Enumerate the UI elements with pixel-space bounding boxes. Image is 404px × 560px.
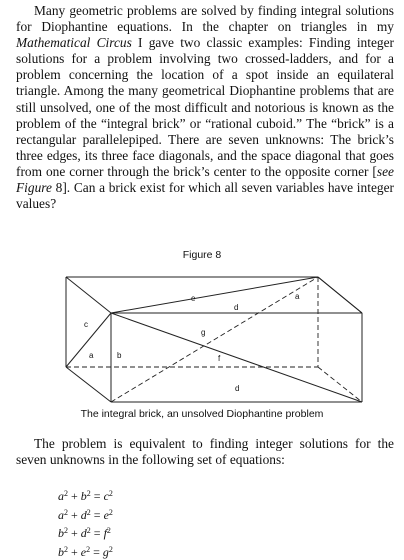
label-e: e (191, 294, 196, 303)
paragraph-intro-part2: I gave two classic examples: Finding integer solutions for a problem involving two crossed-ladders, and for a problem concerning the location of a spot inside an equilateral triangle. Among the many geometrical Diophantine problems that are still unsolved, one of the most difficult and notorious is known as the problem of the “integral brick” or “rational cuboid.” The “brick” is a rectangular parallelepiped. There are seven unknowns: The brick’s three edges, its three face diagonals, and the space diagonal that goes from one corner through the brick’s center to the opposite corner [ (16, 35, 394, 179)
diagonal-a-right (318, 277, 362, 313)
label-f: f (218, 354, 221, 363)
equation: $a^2 + d^2 = e^2$ (58, 507, 113, 522)
paragraph-intro-part1: Many geometric problems are solved by finding integral solutions for Diophantine equations. In the chapter on triangles in my (16, 3, 394, 35)
label-c: c (84, 320, 88, 329)
book-title: Mathematical Circus (16, 35, 132, 51)
label-d-top: d (234, 303, 239, 312)
equation: $a^2 + b^2 = c^2$ (58, 489, 113, 503)
label-b: b (117, 351, 122, 360)
edge-right-bottom-hidden (318, 367, 362, 402)
edge-left-bottom (66, 367, 111, 402)
label-d-bottom: d (235, 384, 240, 393)
brick-figure (0, 262, 404, 406)
figure-title: Figure 8 (182, 249, 222, 261)
figure-caption: The integral brick, an unsolved Diophantine problem (80, 408, 324, 420)
figure-reference: see Figure (16, 163, 394, 196)
edge-left-top (66, 277, 111, 313)
paragraph-equations-intro-text: The problem is equivalent to finding integer solutions for the seven unknowns in the following set of equations: (16, 436, 394, 468)
equation: $b^2 + e^2 = g^2$ (58, 544, 113, 559)
label-g: g (201, 328, 206, 337)
paragraph-intro-part3: 8]. Can a brick exist for which all seven variables have integer values? (16, 180, 394, 212)
label-a-front: a (89, 351, 94, 360)
paragraph-intro (16, 3, 394, 212)
equation: $b^2 + d^2 = f^2$ (58, 526, 111, 540)
diagonal-g-hidden (111, 277, 318, 402)
paragraph-equations-intro (16, 436, 394, 468)
equation-list (58, 486, 113, 560)
diagonal-e (111, 277, 318, 313)
label-a-back: a (295, 292, 300, 301)
